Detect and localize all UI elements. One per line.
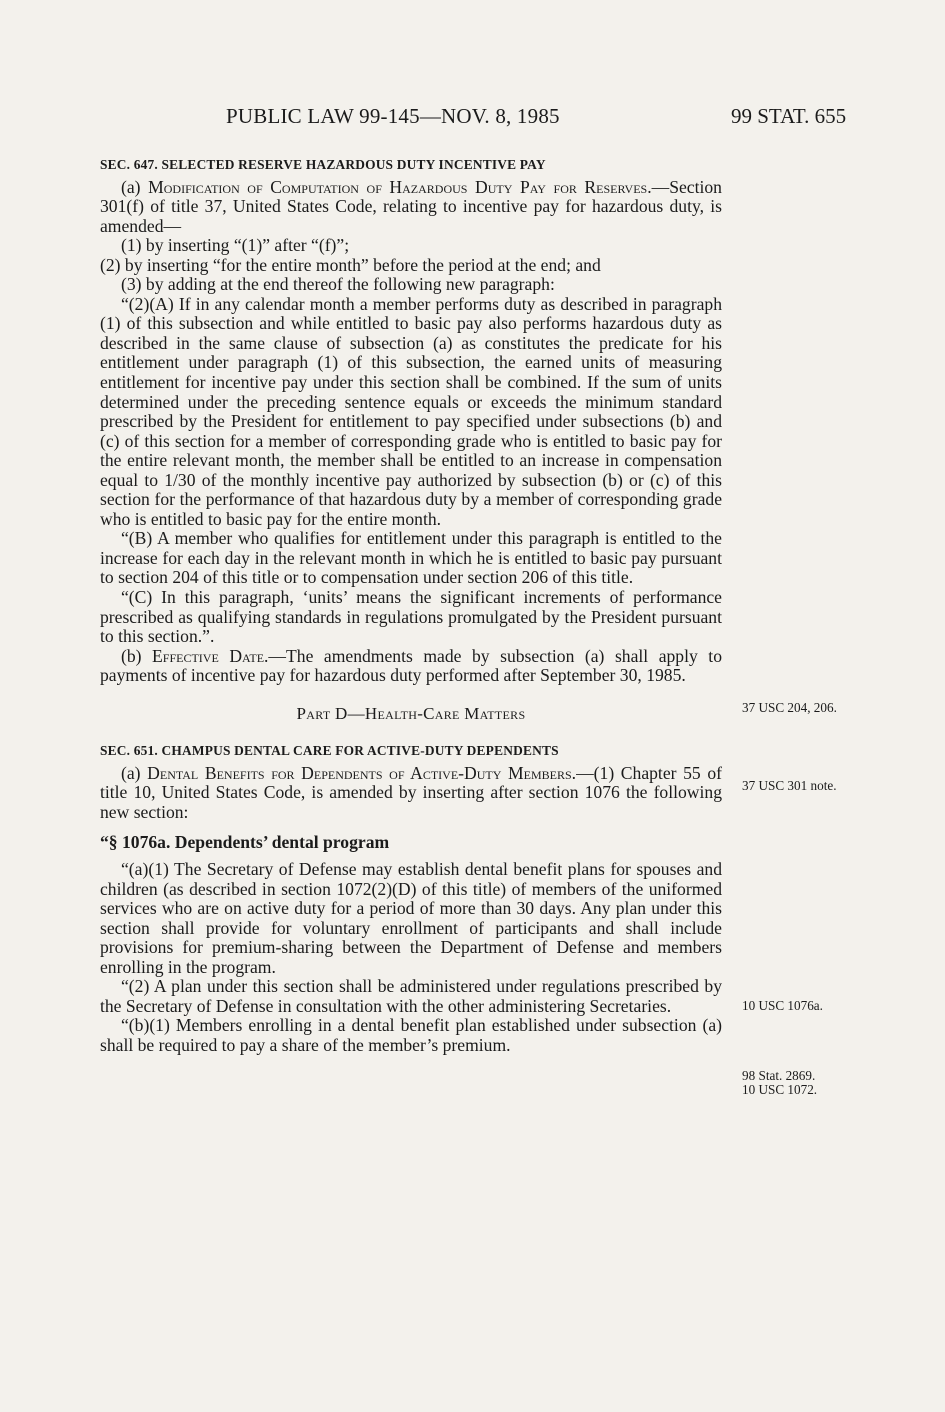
paragraph-B: “(B) A member who qualifies for entitlement under this paragraph is entitled to the increase for each day in the relevant month in which he is entitled to basic pay pursuant to section 204 of this title or to compensation under section 206 of this title.: [100, 528, 722, 588]
sec651-a-label: (a): [121, 762, 148, 783]
sec651-a-caption: Dental Benefits for Dependents of Active-Duty Members: [147, 762, 572, 783]
subsection-a-label: (a): [121, 176, 149, 197]
margin-note-37-usc-204: 37 USC 204, 206.: [742, 700, 837, 715]
running-header-title: PUBLIC LAW 99-145—NOV. 8, 1985: [226, 104, 560, 128]
paragraph-b-1: “(b)(1) Members enrolling in a dental benefit plan established under subsection (a) shall be required to pay a share of the member’s premium.: [100, 1015, 722, 1055]
paragraph-a-2: “(2) A plan under this section shall be administered under regulations prescribed by the Secretary of Defense in consultation with the other administering Secretaries.: [100, 976, 722, 1016]
section-651-subsection-a: [100, 764, 722, 823]
margin-note-98-stat-2869: 98 Stat. 2869.: [742, 1068, 816, 1083]
margin-note-10-usc-1076a: 10 USC 1076a.: [742, 998, 823, 1013]
paragraph-a-1: “(a)(1) The Secretary of Defense may establish dental benefit plans for spouses and children (as described in section 1072(2)(D) of this title) of members of the uniformed services who are on active duty for a period of more than 30 days. Any plan under this section shall provide for voluntary enrollment of participants and shall include provisions for premium-sharing between the Department of Defense and members enrolling in the program.: [100, 859, 722, 977]
paragraph-C: “(C) In this paragraph, ‘units’ means the significant increments of performance prescribed as qualifying standards in regulations promulgated by the President pursuant to this section.”.: [100, 587, 722, 647]
subsection-b-text: .—The amendments made by subsection (a) shall apply to payments of incentive pay for hazardous duty performed after September 30, 1985.: [100, 645, 722, 686]
margin-note-10-usc-1072: 10 USC 1072.: [742, 1082, 818, 1097]
section-647-heading: SEC. 647. SELECTED RESERVE HAZARDOUS DUTY INCENTIVE PAY: [100, 157, 546, 172]
subsection-b-label: (b): [121, 645, 153, 666]
section-1076a-title: “§ 1076a. Dependents’ dental program: [100, 831, 390, 852]
sec651-a-text: .—(1) Chapter 55 of title 10, United States Code, is amended by inserting after section 1076 the following new section:: [100, 762, 722, 822]
section-647-subsection-b: [100, 647, 722, 686]
section-647-subsection-a: [100, 178, 722, 237]
part-d-heading: Part D—Health-Care Matters: [296, 703, 526, 723]
running-header-stat: 99 STAT. 655: [731, 104, 847, 128]
amendment-item-2: (2) by inserting “for the entire month” before the period at the end; and: [100, 254, 601, 275]
subsection-a-text: .—Section 301(f) of title 37, United States Code, relating to incentive pay for hazardous duty, is amended—: [100, 176, 722, 236]
paragraph-2-A: “(2)(A) If in any calendar month a member performs duty as described in paragraph (1) of this subsection and while entitled to basic pay also performs hazardous duty as described in the same clause of subsection (a) as constitutes the predicate for his entitlement under paragraph (1) of this subsection, the earned units of measuring entitlement for incentive pay under this section shall be combined. If the sum of units determined under the preceding sentence equals or exceeds the minimum standard prescribed by the President for entitlement to pay specified under subsections (b) and (c) of this section for a member of corresponding grade who is entitled to basic pay for the entire relevant month, the member shall be entitled to an increase in compensation equal to 1/30 of the monthly incentive pay authorized by subsection (b) or (c) of this section for the performance of that hazardous duty by a member of corresponding grade who is entitled to basic pay for the entire month.: [100, 293, 722, 529]
section-651-heading: SEC. 651. CHAMPUS DENTAL CARE FOR ACTIVE-DUTY DEPENDENTS: [100, 743, 559, 759]
main-text-column: [100, 155, 722, 1056]
subsection-a-caption: Modification of Computation of Hazardous Duty Pay for Reserves: [148, 176, 648, 197]
margin-note-37-usc-301: 37 USC 301 note.: [742, 778, 837, 793]
amendment-item-3: (3) by adding at the end thereof the following new paragraph:: [121, 274, 555, 295]
amendment-item-1: (1) by inserting “(1)” after “(f)”;: [121, 235, 350, 256]
subsection-b-caption: Effective Date: [152, 645, 265, 666]
